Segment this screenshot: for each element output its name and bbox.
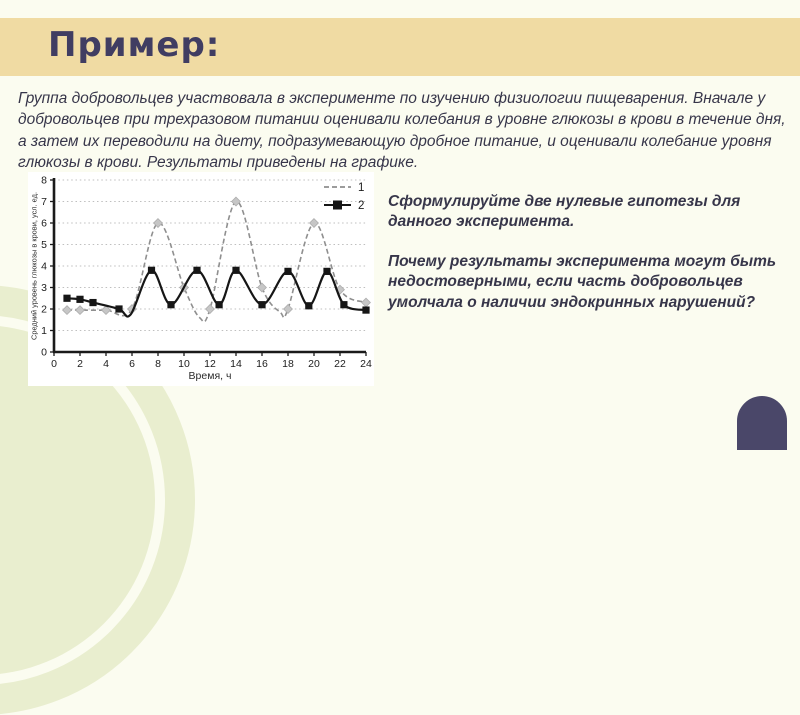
svg-text:4: 4 [103,358,109,370]
svg-text:8: 8 [155,358,161,370]
series-2-line [67,270,366,316]
svg-text:10: 10 [178,358,190,370]
svg-text:7: 7 [41,196,47,209]
svg-text:0: 0 [51,358,57,370]
corner-pill-shape [737,396,787,450]
title-band [0,18,800,76]
tick-labels [41,175,372,370]
svg-text:22: 22 [334,358,346,370]
svg-text:16: 16 [256,358,268,370]
legend [324,182,364,212]
svg-text:12: 12 [204,358,216,370]
svg-text:2: 2 [77,358,83,370]
svg-text:5: 5 [41,239,47,252]
question-block [388,192,790,313]
glucose-chart-panel [28,172,374,386]
page-title: Пример: [48,25,221,65]
svg-text:1: 1 [41,325,47,338]
question-2: Почему результаты эксперимента могут быть недостоверными, если часть добровольцев умолчала о наличии эндокринных нарушений? [388,252,777,311]
x-axis-label: Время, ч [188,370,232,382]
svg-text:2: 2 [358,200,365,212]
question-1: Сформулируйте две нулевые гипотезы для данного эксперимента. [388,193,741,231]
svg-text:24: 24 [360,358,372,370]
svg-text:20: 20 [308,358,320,370]
svg-text:6: 6 [129,358,135,370]
series-1-markers [63,197,371,314]
svg-text:3: 3 [41,282,47,295]
glucose-chart [28,172,374,391]
glucose-chart-svg [28,172,374,386]
svg-text:18: 18 [282,358,294,370]
svg-text:14: 14 [230,358,242,370]
svg-text:1: 1 [358,182,365,194]
intro-paragraph: Группа добровольцев участвовала в эксперименте по изучению физиологии пищеварения. Вначале у добровольцев при трехразовом питании оценивали колебания в уровне глюкозы в крови в течение дня, а затем их переводили на диету, подразумевающую дробное питание, и оценивали колебание уровня глюкозы в крови. Результаты приведены на графике. [18,90,786,172]
svg-text:4: 4 [41,260,47,273]
svg-text:8: 8 [41,174,47,187]
y-axis-label: Средний уровень глюкозы в крови, усл. ед. [29,192,39,340]
svg-text:0: 0 [41,346,47,359]
svg-text:2: 2 [41,303,47,316]
svg-text:6: 6 [41,217,47,230]
axes [50,178,366,356]
